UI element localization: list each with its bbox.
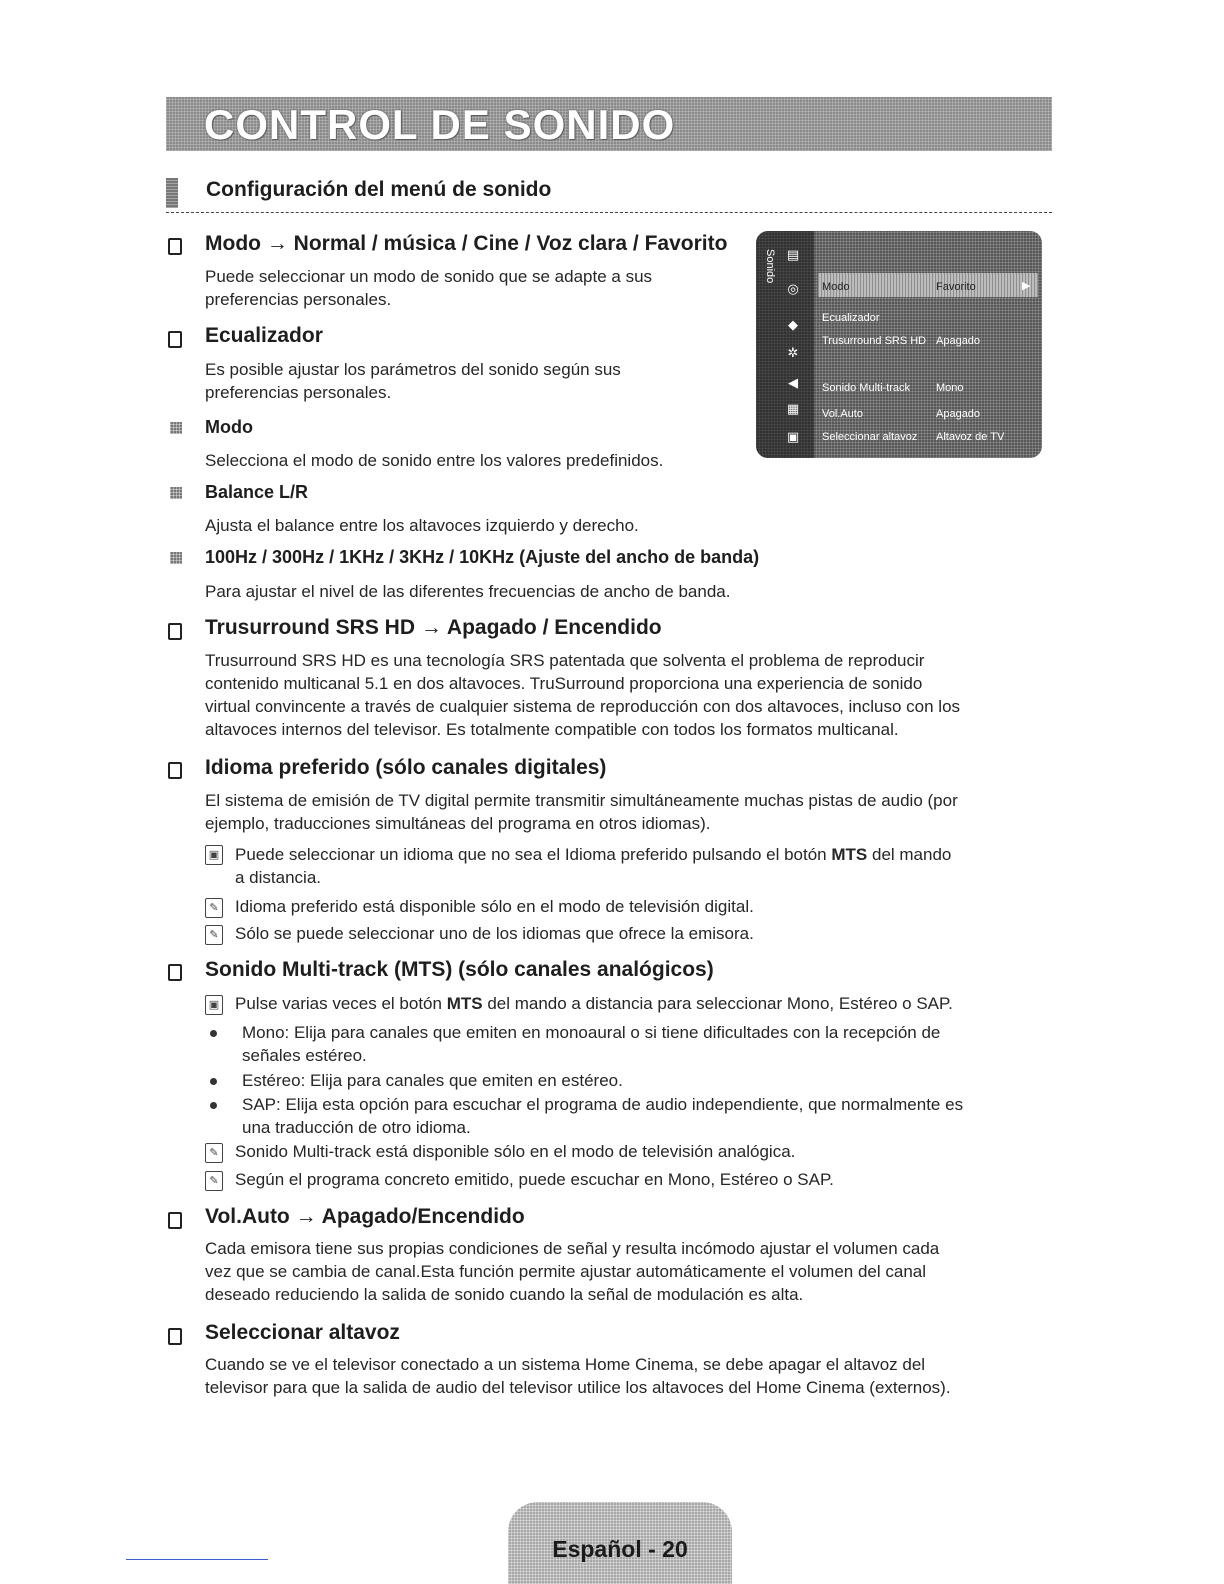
checkbox-icon: [168, 964, 182, 981]
text-line: Mono: Elija para canales que emiten en monoaural o si tiene dificultades con la recepción de: [242, 1023, 941, 1042]
remote-note-icon: ▣: [205, 845, 223, 865]
volauto-heading: [205, 1205, 525, 1229]
ecualizador-heading: Ecualizador: [205, 324, 323, 347]
trusurround-heading: [205, 616, 662, 640]
tv-menu-item-value: Apagado: [936, 335, 981, 347]
modo-heading-prefix: Modo: [205, 232, 261, 255]
text-line: una traducción de otro idioma.: [242, 1118, 471, 1137]
text-line: deseado reduciendo la salida de sonido cuando la señal de modulación es alta.: [205, 1285, 804, 1304]
tv-menu-item-value: Mono: [936, 382, 964, 394]
app-icon: ▦: [786, 401, 800, 416]
text-line: Cada emisora tiene sus propias condiciones de señal y resulta incómodo ajustar el volumen cada: [205, 1239, 940, 1258]
altavoz-heading: Seleccionar altavoz: [205, 1321, 400, 1344]
checkbox-icon: [168, 331, 182, 348]
section-divider: [166, 212, 1052, 213]
altavoz-body: [205, 1353, 951, 1399]
modo-body: Puede seleccionar un modo de sonido que se adapte a sus preferencias personales.: [205, 267, 653, 309]
text-line: ejemplo, traducciones simultáneas del programa en otros idiomas).: [205, 814, 711, 833]
idioma-note: Sólo se puede seleccionar uno de los idiomas que ofrece la emisora.: [235, 924, 754, 943]
ecualizador-body: Es posible ajustar los parámetros del sonido según sus preferencias personales.: [205, 360, 621, 402]
checkbox-icon: [168, 1212, 182, 1229]
note-icon: ✎: [205, 1171, 223, 1191]
tv-menu-item-value: Apagado: [936, 408, 981, 420]
volauto-heading-options: Apagado/Encendido: [321, 1205, 525, 1228]
text-line: televisor para que la salida de audio del televisor utilice los altavoces del Home Cinema (externos).: [205, 1378, 951, 1397]
idioma-note: Idioma preferido está disponible sólo en el modo de televisión digital.: [235, 897, 754, 916]
checkbox-icon: [168, 238, 182, 255]
note-text: del mando: [871, 845, 952, 864]
tv-menu-screenshot: [756, 231, 1042, 458]
tv-menu-item-label: Modo: [822, 281, 850, 293]
trusurround-heading-prefix: Trusurround SRS HD: [205, 616, 416, 639]
tv-menu-side-label: Sonido: [764, 249, 776, 284]
tv-menu-highlight: [818, 273, 1038, 297]
note-text: a distancia.: [235, 868, 321, 887]
volauto-heading-prefix: Vol.Auto: [205, 1205, 290, 1228]
ecualizador-sub-body: Para ajustar el nivel de las diferentes frecuencias de ancho de banda.: [205, 582, 731, 601]
square-bullet-icon: [170, 487, 182, 499]
ecualizador-sub-heading: Balance L/R: [205, 482, 309, 502]
text-line: El sistema de emisión de TV digital permite transmitir simultáneamente muchas pistas de audio (por: [205, 791, 958, 810]
note-text: del mando a distancia para seleccionar Mono, Estéreo o SAP.: [487, 994, 953, 1013]
note-text: Puede seleccionar un idioma que no sea el Idioma preferido pulsando el botón: [235, 845, 827, 864]
tv-menu-item-label: Seleccionar altavoz: [822, 431, 918, 443]
ecualizador-sub-heading: 100Hz / 300Hz / 1KHz / 3KHz / 10KHz (Ajuste del ancho de banda): [205, 547, 760, 567]
page-number: Español - 20: [552, 1536, 688, 1562]
bullet-icon: [210, 1102, 217, 1109]
tv-menu-item-label: Ecualizador: [822, 312, 880, 324]
mts-label: MTS: [831, 845, 868, 864]
idioma-body: [205, 789, 958, 835]
page-title: CONTROL DE SONIDO: [204, 101, 676, 148]
checkbox-icon: [168, 762, 182, 779]
note-icon: ✎: [205, 898, 223, 918]
input-icon: ◀: [788, 375, 798, 390]
footer-rule: [126, 1559, 268, 1560]
text-line: altavoces internos del televisor. Es totalmente compatible con todos los formatos multicanal.: [205, 720, 899, 739]
note-icon: ✎: [205, 1143, 223, 1163]
idioma-heading: Idioma preferido (sólo canales digitales): [205, 756, 607, 779]
tv-menu-item-label: Trusurround SRS HD: [822, 335, 927, 347]
multitrack-bullet-sap: [242, 1093, 963, 1139]
multitrack-bullet-mono: [242, 1021, 940, 1067]
note-text: Pulse varias veces el botón: [235, 994, 442, 1013]
remote-note-icon: ▣: [205, 995, 223, 1015]
checkbox-icon: [168, 1328, 182, 1345]
text-line: señales estéreo.: [242, 1046, 367, 1065]
tv-menu-item-value: Favorito: [936, 281, 976, 293]
trusurround-body: [205, 649, 960, 741]
setup-icon: ✲: [787, 345, 799, 360]
multitrack-note-remote: [235, 992, 953, 1015]
text-line: Cuando se ve el televisor conectado a un sistema Home Cinema, se debe apagar el altavoz del: [205, 1355, 926, 1374]
idioma-note-remote: [235, 843, 951, 889]
tv-menu-item-label: Vol.Auto: [822, 408, 863, 420]
text-line: SAP: Elija esta opción para escuchar el programa de audio independiente, que normalmente es: [242, 1095, 964, 1114]
tv-menu-sidebar: [756, 231, 814, 458]
arrow-icon: →: [266, 232, 288, 255]
multitrack-bullet-estereo: Estéreo: Elija para canales que emiten en estéreo.: [242, 1071, 623, 1090]
square-bullet-icon: [170, 422, 182, 434]
multitrack-heading: Sonido Multi-track (MTS) (sólo canales analógicos): [205, 958, 714, 981]
modo-heading: [205, 232, 727, 256]
title-banner: [166, 97, 1052, 151]
tv-menu-item-value: Altavoz de TV: [936, 431, 1005, 443]
bullet-icon: [210, 1030, 217, 1037]
multitrack-note: Sonido Multi-track está disponible sólo en el modo de televisión analógica.: [235, 1142, 796, 1161]
picture-icon: ▤: [786, 247, 800, 262]
volauto-body: [205, 1237, 939, 1306]
square-bullet-icon: [170, 552, 182, 564]
section-marker: [166, 178, 178, 208]
ecualizador-sub-body: Selecciona el modo de sonido entre los valores predefinidos.: [205, 451, 664, 470]
section-title: Configuración del menú de sonido: [206, 178, 552, 201]
sound-icon: ◎: [787, 281, 799, 296]
text-line: vez que se cambia de canal.Esta función permite ajustar automáticamente el volumen del canal: [205, 1262, 927, 1281]
arrow-icon: →: [420, 616, 442, 639]
text-line: virtual convincente a través de cualquier sistema de reproducción con dos altavoces, incluso con los: [205, 697, 961, 716]
bullet-icon: [210, 1078, 217, 1085]
channel-icon: ◆: [788, 317, 798, 332]
ecualizador-sub-heading: Modo: [205, 417, 253, 437]
text-line: Trusurround SRS HD es una tecnología SRS patentada que solventa el problema de reproducir: [205, 651, 925, 670]
multitrack-note: Según el programa concreto emitido, puede escuchar en Mono, Estéreo o SAP.: [235, 1170, 834, 1189]
page-number-tab: [508, 1502, 732, 1584]
mts-label: MTS: [446, 994, 483, 1013]
tv-menu-item-label: Sonido Multi-track: [822, 382, 911, 394]
ecualizador-sub-body: Ajusta el balance entre los altavoces izquierdo y derecho.: [205, 516, 639, 535]
modo-heading-options: Normal / música / Cine / Voz clara / Favorito: [293, 232, 728, 255]
trusurround-heading-options: Apagado / Encendido: [446, 616, 662, 639]
text-line: contenido multicanal 5.1 en dos altavoces. TruSurround proporciona una experiencia de sonido: [205, 674, 923, 693]
checkbox-icon: [168, 623, 182, 640]
chevron-right-icon: ▶: [1022, 280, 1031, 292]
support-icon: ▣: [786, 429, 800, 444]
arrow-icon: →: [295, 1205, 317, 1228]
note-icon: ✎: [205, 925, 223, 945]
